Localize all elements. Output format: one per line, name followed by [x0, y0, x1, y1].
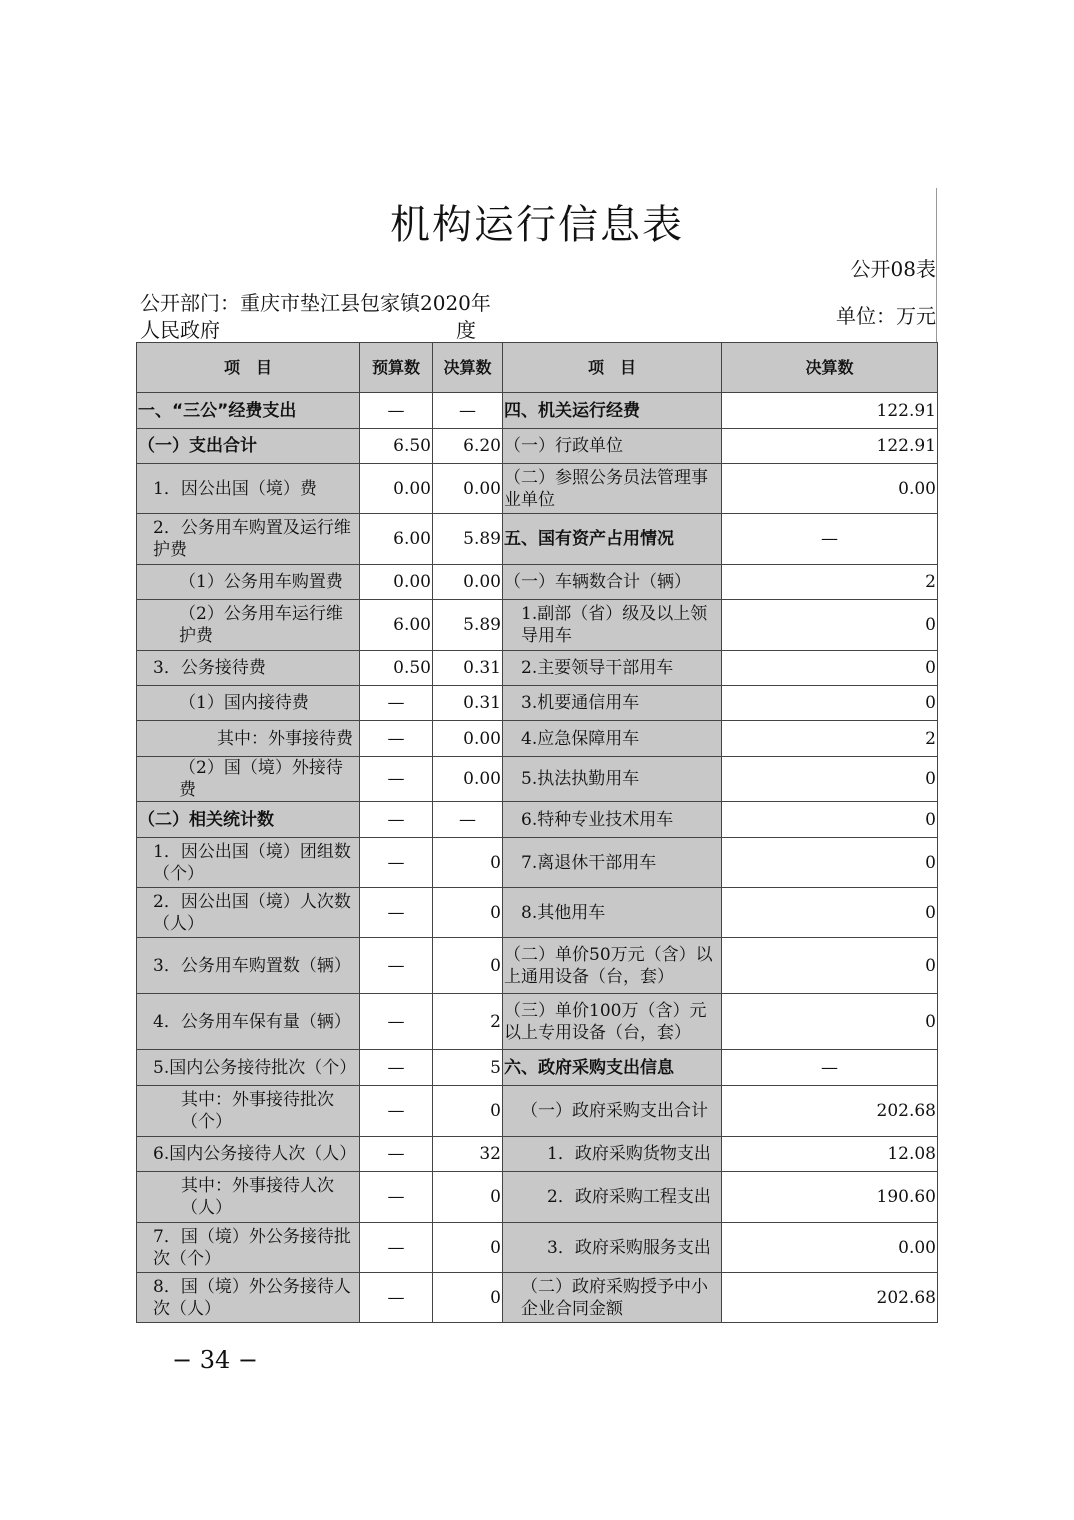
row-label-left: 其中：外事接待批次（个）	[137, 1086, 360, 1137]
value-cell: 0	[722, 994, 938, 1050]
table-row	[137, 994, 938, 1050]
budget-cell: —	[360, 1050, 433, 1086]
final-cell: 0.00	[433, 565, 503, 600]
value-cell: 0	[722, 802, 938, 838]
budget-cell: 6.00	[360, 600, 433, 651]
final-cell: 2	[433, 994, 503, 1050]
form-number: 公开08表	[850, 257, 936, 281]
row-label-right: 3.机要通信用车	[503, 686, 722, 721]
budget-cell: —	[360, 1223, 433, 1273]
row-label-left: （一）支出合计	[137, 429, 360, 464]
final-cell: 5.89	[433, 600, 503, 651]
unit-label: 单位：万元	[836, 304, 936, 328]
value-cell: 0	[722, 838, 938, 888]
row-label-left: 其中：外事接待费	[137, 721, 360, 757]
budget-cell: —	[360, 888, 433, 938]
page-number: − 34 −	[172, 1346, 259, 1374]
value-cell: 122.91	[722, 429, 938, 464]
table-row	[137, 464, 938, 514]
row-label-right: 4.应急保障用车	[503, 721, 722, 757]
value-cell: 202.68	[722, 1086, 938, 1137]
department-line-1: 公开部门：重庆市垫江县包家镇2020年	[140, 291, 491, 315]
value-cell: 2	[722, 565, 938, 600]
header-item-right: 项 目	[503, 343, 722, 393]
year-suffix: 度	[456, 318, 476, 342]
row-label-right: （二）参照公务员法管理事业单位	[503, 464, 722, 514]
row-label-right: 1.副部（省）级及以上领导用车	[503, 600, 722, 651]
table-row	[137, 686, 938, 721]
table-row	[137, 1273, 938, 1323]
value-cell: 0	[722, 651, 938, 686]
page-title: 机构运行信息表	[390, 202, 684, 248]
table-row	[137, 888, 938, 938]
row-label-left: （1）公务用车购置费	[137, 565, 360, 600]
budget-cell: —	[360, 994, 433, 1050]
row-label-left: 一、“三公”经费支出	[137, 393, 360, 429]
table-row	[137, 565, 938, 600]
row-label-left: 5.国内公务接待批次（个）	[137, 1050, 360, 1086]
row-label-right: （二）单价50万元（含）以上通用设备（台，套）	[503, 938, 722, 994]
row-label-left: 7．国（境）外公务接待批次（个）	[137, 1223, 360, 1273]
row-label-right: 六、政府采购支出信息	[503, 1050, 722, 1086]
value-cell: 0.00	[722, 464, 938, 514]
table-row	[137, 429, 938, 464]
budget-cell: —	[360, 686, 433, 721]
header-final-right: 决算数	[722, 343, 938, 393]
row-label-right: 7.离退休干部用车	[503, 838, 722, 888]
final-cell: 0	[433, 1273, 503, 1323]
final-cell: 5.89	[433, 514, 503, 565]
value-cell: —	[722, 1050, 938, 1086]
budget-cell: —	[360, 393, 433, 429]
budget-cell: —	[360, 721, 433, 757]
table-row	[137, 1050, 938, 1086]
final-cell: 0.00	[433, 757, 503, 802]
final-cell: 0	[433, 838, 503, 888]
final-cell: 0	[433, 938, 503, 994]
table-row	[137, 1137, 938, 1172]
row-label-left: 其中：外事接待人次（人）	[137, 1172, 360, 1223]
final-cell: 0.31	[433, 651, 503, 686]
budget-cell: —	[360, 938, 433, 994]
row-label-right: 6.特种专业技术用车	[503, 802, 722, 838]
row-label-left: 6.国内公务接待人次（人）	[137, 1137, 360, 1172]
budget-cell: 0.50	[360, 651, 433, 686]
value-cell: 0	[722, 600, 938, 651]
budget-cell: —	[360, 1172, 433, 1223]
value-cell: 0	[722, 757, 938, 802]
row-label-right: （一）车辆数合计（辆）	[503, 565, 722, 600]
final-cell: 5	[433, 1050, 503, 1086]
row-label-right: 1．政府采购货物支出	[503, 1137, 722, 1172]
row-label-right: （三）单价100万（含）元以上专用设备（台，套）	[503, 994, 722, 1050]
budget-cell: —	[360, 757, 433, 802]
row-label-left: （2）公务用车运行维护费	[137, 600, 360, 651]
row-label-left: 1．因公出国（境）费	[137, 464, 360, 514]
final-cell: 0	[433, 1086, 503, 1137]
row-label-right: 2．政府采购工程支出	[503, 1172, 722, 1223]
final-cell: —	[433, 802, 503, 838]
table-row	[137, 1172, 938, 1223]
row-label-left: 3．公务接待费	[137, 651, 360, 686]
value-cell: 0	[722, 686, 938, 721]
value-cell: 12.08	[722, 1137, 938, 1172]
department-line-2: 人民政府	[140, 318, 220, 342]
header-final-left: 决算数	[433, 343, 503, 393]
table-row	[137, 938, 938, 994]
final-cell: 32	[433, 1137, 503, 1172]
budget-cell: 6.00	[360, 514, 433, 565]
budget-cell: —	[360, 1273, 433, 1323]
row-label-right: （一）政府采购支出合计	[503, 1086, 722, 1137]
final-cell: 0.00	[433, 464, 503, 514]
row-label-left: 4．公务用车保有量（辆）	[137, 994, 360, 1050]
header-budget: 预算数	[360, 343, 433, 393]
value-cell: —	[722, 514, 938, 565]
row-label-right: （二）政府采购授予中小企业合同金额	[503, 1273, 722, 1323]
row-label-right: 四、机关运行经费	[503, 393, 722, 429]
row-label-left: 8．国（境）外公务接待人次（人）	[137, 1273, 360, 1323]
table-header-row	[137, 343, 938, 393]
table-row	[137, 651, 938, 686]
final-cell: 0.31	[433, 686, 503, 721]
table-row	[137, 838, 938, 888]
value-cell: 122.91	[722, 393, 938, 429]
value-cell: 0.00	[722, 1223, 938, 1273]
table-row	[137, 514, 938, 565]
info-table	[136, 342, 938, 1323]
table-row	[137, 1223, 938, 1273]
row-label-right: 5.执法执勤用车	[503, 757, 722, 802]
value-cell: 202.68	[722, 1273, 938, 1323]
row-label-left: （2）国（境）外接待费	[137, 757, 360, 802]
value-cell: 0	[722, 888, 938, 938]
table-row	[137, 802, 938, 838]
budget-cell: 0.00	[360, 464, 433, 514]
budget-cell: 6.50	[360, 429, 433, 464]
final-cell: 0	[433, 1172, 503, 1223]
header-item-left: 项 目	[137, 343, 360, 393]
budget-cell: 0.00	[360, 565, 433, 600]
row-label-left: 2．公务用车购置及运行维护费	[137, 514, 360, 565]
budget-cell: —	[360, 1086, 433, 1137]
row-label-left: 3．公务用车购置数（辆）	[137, 938, 360, 994]
final-cell: —	[433, 393, 503, 429]
budget-cell: —	[360, 838, 433, 888]
row-label-right: 8.其他用车	[503, 888, 722, 938]
value-cell: 0	[722, 938, 938, 994]
row-label-left: （二）相关统计数	[137, 802, 360, 838]
row-label-right: 五、国有资产占用情况	[503, 514, 722, 565]
budget-cell: —	[360, 802, 433, 838]
table-row	[137, 757, 938, 802]
table-row	[137, 1086, 938, 1137]
row-label-right: 2.主要领导干部用车	[503, 651, 722, 686]
row-label-right: 3．政府采购服务支出	[503, 1223, 722, 1273]
row-label-right: （一）行政单位	[503, 429, 722, 464]
table-row	[137, 393, 938, 429]
budget-cell: —	[360, 1137, 433, 1172]
row-label-left: 1．因公出国（境）团组数（个）	[137, 838, 360, 888]
row-label-left: （1）国内接待费	[137, 686, 360, 721]
final-cell: 0	[433, 1223, 503, 1273]
row-label-left: 2．因公出国（境）人次数（人）	[137, 888, 360, 938]
table-row	[137, 721, 938, 757]
final-cell: 0.00	[433, 721, 503, 757]
table-row	[137, 600, 938, 651]
page-number-value: 34	[199, 1346, 231, 1374]
value-cell: 2	[722, 721, 938, 757]
final-cell: 6.20	[433, 429, 503, 464]
final-cell: 0	[433, 888, 503, 938]
value-cell: 190.60	[722, 1172, 938, 1223]
